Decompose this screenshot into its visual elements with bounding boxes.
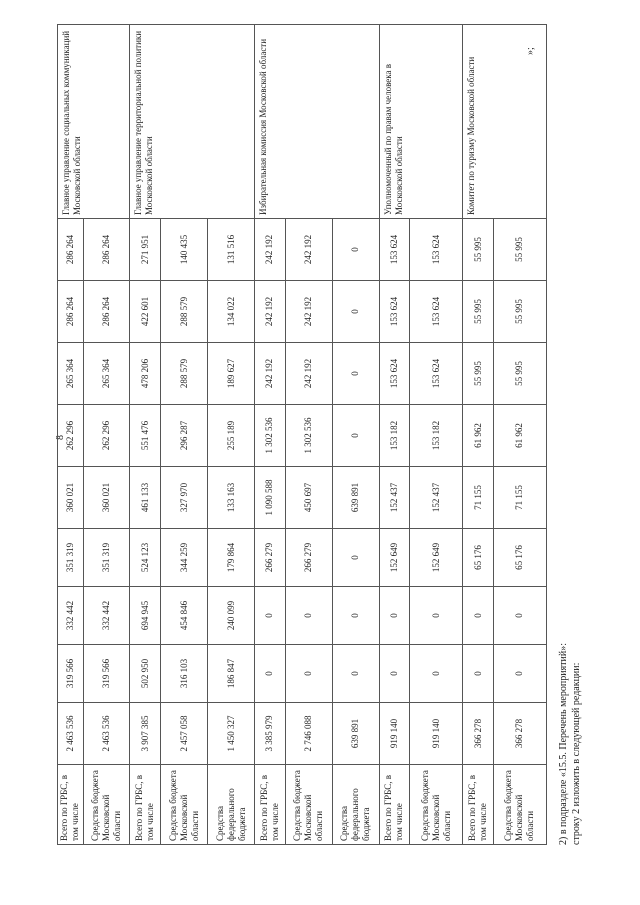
table-cell: 0 bbox=[332, 343, 379, 405]
closing-quote: »; bbox=[525, 47, 536, 55]
table-cell: 262 296 bbox=[83, 405, 130, 467]
organization-cell: Главное управление социальных коммуникаций Московской области bbox=[58, 25, 130, 219]
rotated-page bbox=[55, 25, 582, 845]
table-cell: 1 302 536 bbox=[285, 405, 332, 467]
row-label: Средства федерального бюджета bbox=[332, 765, 379, 845]
table-cell: 55 995 bbox=[463, 219, 494, 281]
table-cell: 262 296 bbox=[58, 405, 84, 467]
amendment-note-line-1: 2) в подразделе «15.5. Перечень мероприятий»: bbox=[558, 642, 569, 845]
table-cell: 189 627 bbox=[208, 343, 255, 405]
table-cell: 1 090 588 bbox=[255, 467, 286, 529]
table-cell: 288 579 bbox=[161, 281, 208, 343]
table-cell: 242 192 bbox=[285, 343, 332, 405]
table-cell: 265 364 bbox=[83, 343, 130, 405]
table-cell: 55 995 bbox=[493, 343, 546, 405]
table-cell: 422 601 bbox=[130, 281, 161, 343]
table-cell: 286 264 bbox=[83, 219, 130, 281]
table-cell: 332 442 bbox=[83, 587, 130, 645]
row-label: Средства бюджета Московской области bbox=[493, 765, 546, 845]
table-cell: 366 278 bbox=[493, 703, 546, 765]
table-cell: 0 bbox=[332, 219, 379, 281]
table-cell: 153 624 bbox=[379, 281, 410, 343]
table-cell: 271 951 bbox=[130, 219, 161, 281]
table-row bbox=[255, 25, 286, 845]
table-cell: 461 133 bbox=[130, 467, 161, 529]
table-cell: 255 189 bbox=[208, 405, 255, 467]
table-cell: 366 278 bbox=[463, 703, 494, 765]
table-cell: 639 891 bbox=[332, 467, 379, 529]
table-cell: 242 192 bbox=[285, 281, 332, 343]
table-cell: 152 649 bbox=[379, 529, 410, 587]
row-label: Всего по ГРБС, в том числе bbox=[255, 765, 286, 845]
table-cell: 1 450 327 bbox=[208, 703, 255, 765]
table-cell: 0 bbox=[379, 645, 410, 703]
table-cell: 351 319 bbox=[58, 529, 84, 587]
table-cell: 478 206 bbox=[130, 343, 161, 405]
table-row bbox=[379, 25, 410, 845]
table-cell: 2 457 058 bbox=[161, 703, 208, 765]
row-label: Средства федерального бюджета bbox=[208, 765, 255, 845]
table-cell: 0 bbox=[410, 645, 463, 703]
table-cell: 332 442 bbox=[58, 587, 84, 645]
table-cell: 502 950 bbox=[130, 645, 161, 703]
table-cell: 55 995 bbox=[493, 219, 546, 281]
table-cell: 0 bbox=[332, 281, 379, 343]
table-cell: 454 846 bbox=[161, 587, 208, 645]
table-cell: 55 995 bbox=[463, 343, 494, 405]
table-cell: 0 bbox=[410, 587, 463, 645]
table-cell: 61 962 bbox=[493, 405, 546, 467]
table-cell: 0 bbox=[285, 645, 332, 703]
amendment-note-line-2: строку 2 изложить в следующей редакции: bbox=[571, 662, 582, 845]
table-cell: 351 319 bbox=[83, 529, 130, 587]
table-cell: 71 155 bbox=[463, 467, 494, 529]
table-cell: 153 182 bbox=[410, 405, 463, 467]
table-cell: 3 385 979 bbox=[255, 703, 286, 765]
table-cell: 152 437 bbox=[379, 467, 410, 529]
table-cell: 186 847 bbox=[208, 645, 255, 703]
row-label: Всего по ГРБС, в том числе bbox=[58, 765, 84, 845]
table-cell: 694 945 bbox=[130, 587, 161, 645]
table-cell: 639 891 bbox=[332, 703, 379, 765]
table-cell: 0 bbox=[332, 645, 379, 703]
table-cell: 286 264 bbox=[58, 219, 84, 281]
table-cell: 61 962 bbox=[463, 405, 494, 467]
table-cell: 153 624 bbox=[379, 219, 410, 281]
table-cell: 360 021 bbox=[83, 467, 130, 529]
table-cell: 153 624 bbox=[410, 343, 463, 405]
table-cell: 0 bbox=[493, 587, 546, 645]
table-cell: 179 864 bbox=[208, 529, 255, 587]
table-cell: 1 302 536 bbox=[255, 405, 286, 467]
table-cell: 327 970 bbox=[161, 467, 208, 529]
page-number: 8 bbox=[55, 435, 66, 440]
budget-table-body bbox=[58, 25, 547, 845]
table-row bbox=[463, 25, 494, 845]
table-cell: 140 435 bbox=[161, 219, 208, 281]
table-cell: 242 192 bbox=[285, 219, 332, 281]
amendment-note bbox=[557, 643, 583, 845]
table-cell: 153 624 bbox=[410, 281, 463, 343]
table-cell: 2 746 088 bbox=[285, 703, 332, 765]
table-cell: 296 287 bbox=[161, 405, 208, 467]
budget-table bbox=[57, 24, 547, 845]
table-cell: 450 697 bbox=[285, 467, 332, 529]
table-cell: 153 624 bbox=[410, 219, 463, 281]
row-label: Всего по ГРБС, в том числе bbox=[379, 765, 410, 845]
table-cell: 360 021 bbox=[58, 467, 84, 529]
table-cell: 266 279 bbox=[285, 529, 332, 587]
table-cell: 319 566 bbox=[58, 645, 84, 703]
table-cell: 0 bbox=[463, 587, 494, 645]
organization-cell: Главное управление территориальной политики Московской области bbox=[130, 25, 255, 219]
table-cell: 524 123 bbox=[130, 529, 161, 587]
table-cell: 240 099 bbox=[208, 587, 255, 645]
row-label: Средства бюджета Московской области bbox=[285, 765, 332, 845]
table-cell: 131 516 bbox=[208, 219, 255, 281]
organization-cell: Уполномоченный по правам человека в Московской области bbox=[379, 25, 463, 219]
table-cell: 0 bbox=[493, 645, 546, 703]
table-cell: 265 364 bbox=[58, 343, 84, 405]
row-label: Средства бюджета Московской области bbox=[83, 765, 130, 845]
table-cell: 242 192 bbox=[255, 281, 286, 343]
table-cell: 3 907 385 bbox=[130, 703, 161, 765]
table-cell: 0 bbox=[332, 529, 379, 587]
table-cell: 286 264 bbox=[58, 281, 84, 343]
table-cell: 0 bbox=[285, 587, 332, 645]
table-cell: 919 140 bbox=[379, 703, 410, 765]
table-row bbox=[58, 25, 84, 845]
organization-cell: Комитет по туризму Московской области bbox=[463, 25, 547, 219]
table-cell: 286 264 bbox=[83, 281, 130, 343]
table-cell: 288 579 bbox=[161, 343, 208, 405]
table-cell: 153 182 bbox=[379, 405, 410, 467]
table-cell: 316 103 bbox=[161, 645, 208, 703]
table-cell: 55 995 bbox=[493, 281, 546, 343]
table-cell: 344 259 bbox=[161, 529, 208, 587]
table-cell: 152 437 bbox=[410, 467, 463, 529]
table-cell: 71 155 bbox=[493, 467, 546, 529]
table-cell: 2 463 536 bbox=[58, 703, 84, 765]
table-cell: 134 022 bbox=[208, 281, 255, 343]
table-cell: 153 624 bbox=[379, 343, 410, 405]
table-cell: 0 bbox=[332, 587, 379, 645]
table-cell: 65 176 bbox=[463, 529, 494, 587]
table-cell: 0 bbox=[255, 645, 286, 703]
table-cell: 0 bbox=[463, 645, 494, 703]
row-label: Средства бюджета Московской области bbox=[410, 765, 463, 845]
row-label: Всего по ГРБС, в том числе bbox=[463, 765, 494, 845]
table-cell: 0 bbox=[332, 405, 379, 467]
organization-cell: Избирательная комиссия Московской области bbox=[255, 25, 380, 219]
table-cell: 152 649 bbox=[410, 529, 463, 587]
table-cell: 266 279 bbox=[255, 529, 286, 587]
table-cell: 551 476 bbox=[130, 405, 161, 467]
table-cell: 2 463 536 bbox=[83, 703, 130, 765]
table-cell: 319 566 bbox=[83, 645, 130, 703]
row-label: Всего по ГРБС, в том числе bbox=[130, 765, 161, 845]
table-cell: 55 995 bbox=[463, 281, 494, 343]
table-cell: 0 bbox=[379, 587, 410, 645]
table-cell: 133 163 bbox=[208, 467, 255, 529]
table-row bbox=[130, 25, 161, 845]
table-cell: 242 192 bbox=[255, 343, 286, 405]
table-cell: 65 176 bbox=[493, 529, 546, 587]
table-cell: 242 192 bbox=[255, 219, 286, 281]
table-cell: 0 bbox=[255, 587, 286, 645]
table-cell: 919 140 bbox=[410, 703, 463, 765]
row-label: Средства бюджета Московской области bbox=[161, 765, 208, 845]
